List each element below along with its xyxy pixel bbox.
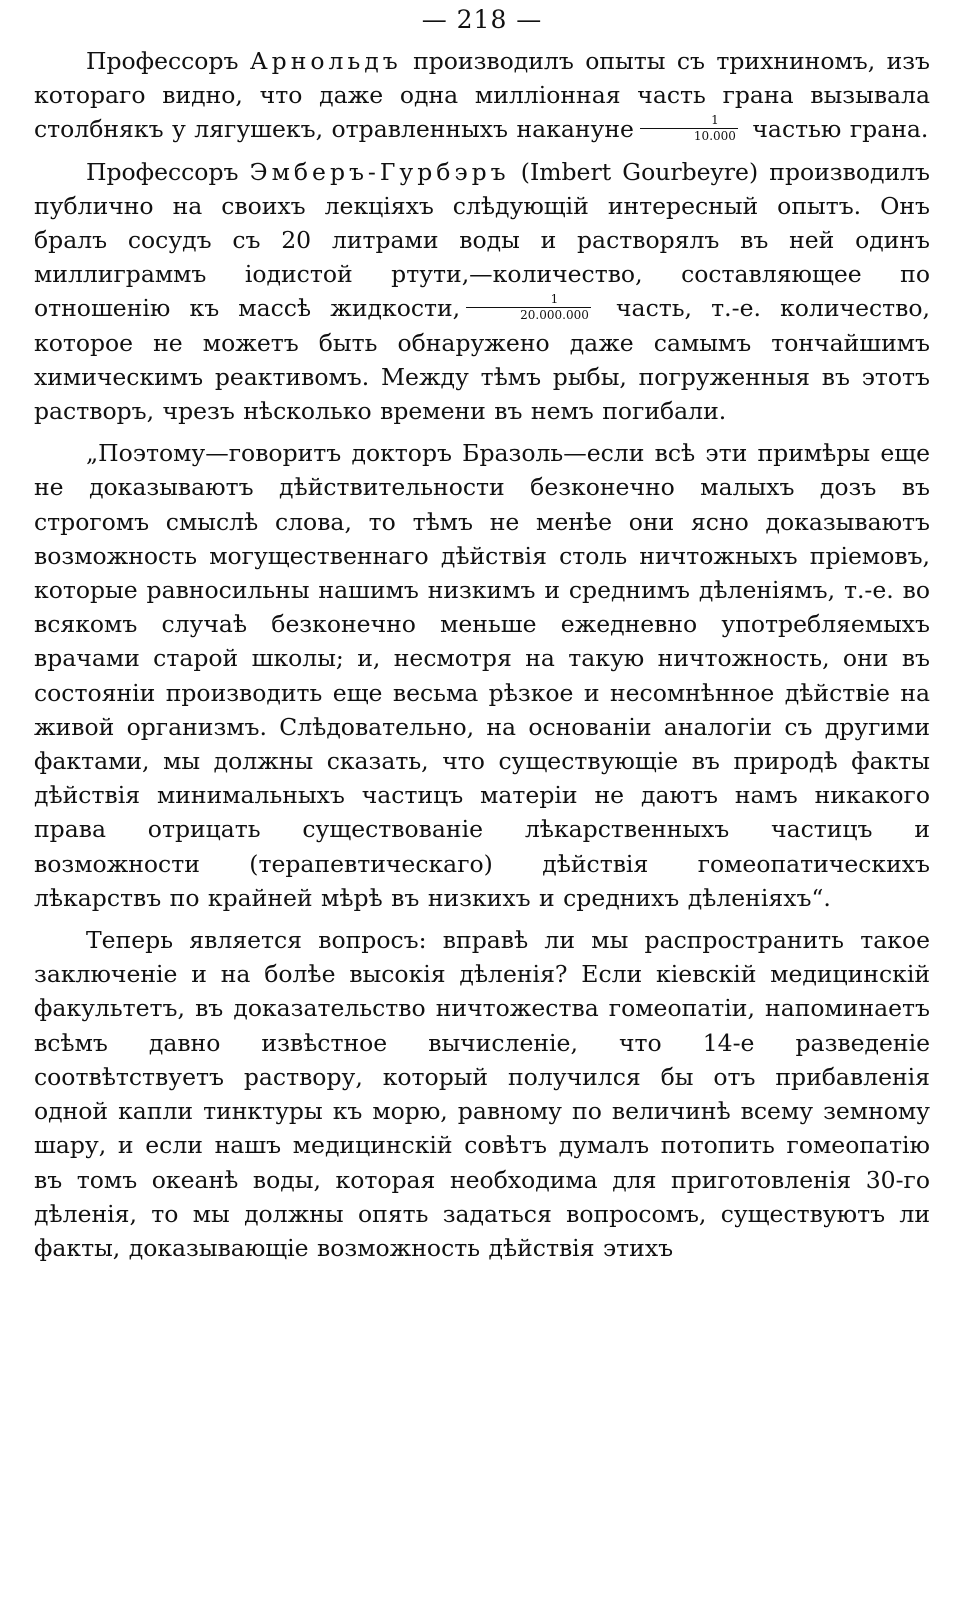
person-name-imbert: Эмберъ-Гурбэръ (249, 157, 510, 186)
p2-text-a: Профессоръ (86, 157, 250, 186)
fraction-denominator: 10.000 (693, 129, 736, 144)
fraction-denominator: 20.000.000 (520, 308, 589, 323)
paragraph-brazol-quote: „Поэтому—говоритъ докторъ Бразоль—если всѣ эти примѣры еще не доказываютъ дѣйствительности безконечно малыхъ дозъ въ строгомъ смыслѣ слова, то тѣмъ не менѣе они ясно доказываютъ возможность могущественнаго дѣйствія столь ничтожныхъ пріемовъ, которые равносильны нашимъ низкимъ и среднимъ дѣленіямъ, т.-е. во всякомъ случаѣ безконечно меньше ежедневно употребляемыхъ врачами старой школы; и, несмотря на такую ничтожность, они въ состояніи производить еще весьма рѣзкое и несомнѣнное дѣйствіе на живой организмъ. Слѣдовательно, на основаніи аналогіи съ другими фактами, мы должны сказать, что существующіе въ природѣ факты дѣйствія минимальныхъ частицъ матеріи не даютъ намъ никакого права отрицать существованіе лѣкарственныхъ частицъ и возможности (терапевтическаго) дѣйствія гомеопатическихъ лѣкарствъ по крайней мѣрѣ въ низкихъ и среднихъ дѣленіяхъ“. (34, 439, 930, 912)
paragraph-arnold (34, 44, 930, 147)
p2-text-b: (Imbert Gourbeyre) производилъ публично на своихъ лекціяхъ слѣдующій интересный опытъ. Онъ бралъ сосудъ съ 20 литрами воды и растворялъ въ ней одинъ миллиграммъ іодистой ртути,—количество, составляющее по отношенію къ массѣ жидкости, (34, 157, 931, 323)
fraction-one-twenty-millionth (466, 293, 591, 322)
body-text (34, 44, 930, 1265)
fraction-numerator: 1 (640, 114, 738, 129)
paragraph-imbert-gourbeyre (34, 155, 930, 429)
fraction-numerator: 1 (466, 293, 591, 308)
fraction-one-ten-thousandth (640, 114, 738, 143)
paragraph-question: Теперь является вопросъ: вправѣ ли мы распространить такое заключеніе и на болѣе высокія дѣленія? Если кіевскій медицинскій факультетъ, въ доказательство ничтожества гомеопатіи, напоминаетъ всѣмъ давно извѣстное вычисленіе, что 14-е разведеніе соотвѣтствуетъ раствору, который получился бы отъ прибавленія одной капли тинктуры къ морю, равному по величинѣ всему земному шару, и если нашъ медицинскій совѣтъ думалъ потопить гомеопатію въ томъ океанѣ воды, которая необходима для приготовленія 30-го дѣленія, то мы должны опять задаться вопросомъ, существуютъ ли факты, доказывающіе возможность дѣйствія этихъ (34, 926, 930, 1262)
person-name-arnold: Арнольдъ (249, 47, 402, 75)
page-number: — 218 — (421, 5, 543, 34)
p1-text-a: Профессоръ (86, 47, 250, 75)
p1-text-c: частью грана. (743, 115, 929, 144)
p1-text-b: производилъ опыты съ трихниномъ, изъ котораго видно, что даже одна милліонная часть грана вызывала столбнякъ у лягушекъ, отравленныхъ накануне (34, 47, 931, 144)
book-page (34, 0, 930, 1600)
p2-text-c: часть, т.-е. количество, которое не можетъ быть обнаружено даже самымъ тончайшимъ химическимъ реактивомъ. Между тѣмъ рыбы, погруженныя въ этотъ растворъ, чрезъ нѣсколько времени въ немъ погибали. (34, 294, 930, 426)
